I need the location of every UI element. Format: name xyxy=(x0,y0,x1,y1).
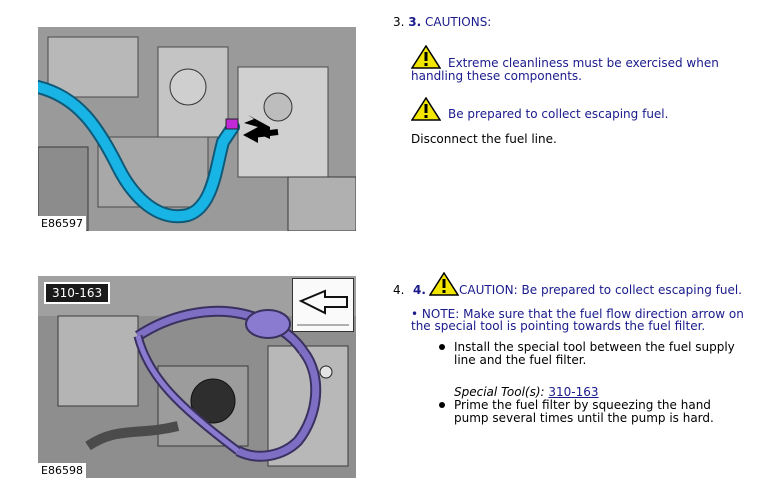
arrow-icon xyxy=(293,279,353,331)
step-number xyxy=(393,15,491,29)
warning-icon xyxy=(411,45,441,72)
bullet-1-line-1: Install the special tool between the fuel supply xyxy=(454,340,735,354)
figure-fuel-line xyxy=(38,27,356,231)
caution-prefix: CAUTION xyxy=(459,283,514,297)
caution-body: : Be prepared to collect escaping fuel. xyxy=(513,283,742,297)
warning-icon xyxy=(411,97,441,124)
special-tool-link[interactable]: 310-163 xyxy=(548,385,599,399)
caution-1-line-1: Extreme cleanliness must be exercised when xyxy=(448,56,719,70)
step-3 xyxy=(393,15,743,155)
step-number-bold: 3. xyxy=(408,15,422,29)
caution-2: Be prepared to collect escaping fuel. xyxy=(448,107,669,121)
bullet-2-line-2: pump several times until the pump is hard. xyxy=(454,411,714,425)
special-tool-line xyxy=(454,385,599,399)
engine-illustration-1 xyxy=(38,27,356,231)
figure-special-tool xyxy=(38,276,356,478)
bullet-icon xyxy=(439,344,445,350)
note-line-2: the special tool is pointing towards the fuel filter. xyxy=(411,319,706,333)
bullet-2-line-1: Prime the fuel filter by squeezing the hand xyxy=(454,398,711,412)
note-line-1: • NOTE: Make sure that the fuel flow direction arrow on xyxy=(411,307,744,321)
special-tool-label: Special Tool(s): xyxy=(454,385,545,399)
instruction-text: Disconnect the fuel line. xyxy=(411,132,557,146)
figure-label: E86598 xyxy=(38,463,86,478)
cautions-heading: CAUTIONS: xyxy=(425,15,492,29)
bullet-1-line-2: line and the fuel filter. xyxy=(454,353,587,367)
special-tool-badge: 310-163 xyxy=(44,282,110,304)
flow-direction-inset xyxy=(292,278,354,332)
step-4 xyxy=(393,270,743,430)
caution-text xyxy=(459,283,742,297)
step-number-bold: 4. xyxy=(413,283,426,297)
figure-label: E86597 xyxy=(38,216,86,231)
warning-icon xyxy=(429,272,459,299)
bullet-icon xyxy=(439,402,445,408)
step-number-plain: 3. xyxy=(393,15,405,29)
step-number-plain: 4. xyxy=(393,283,405,297)
caution-1-line-2: handling these components. xyxy=(411,69,582,83)
